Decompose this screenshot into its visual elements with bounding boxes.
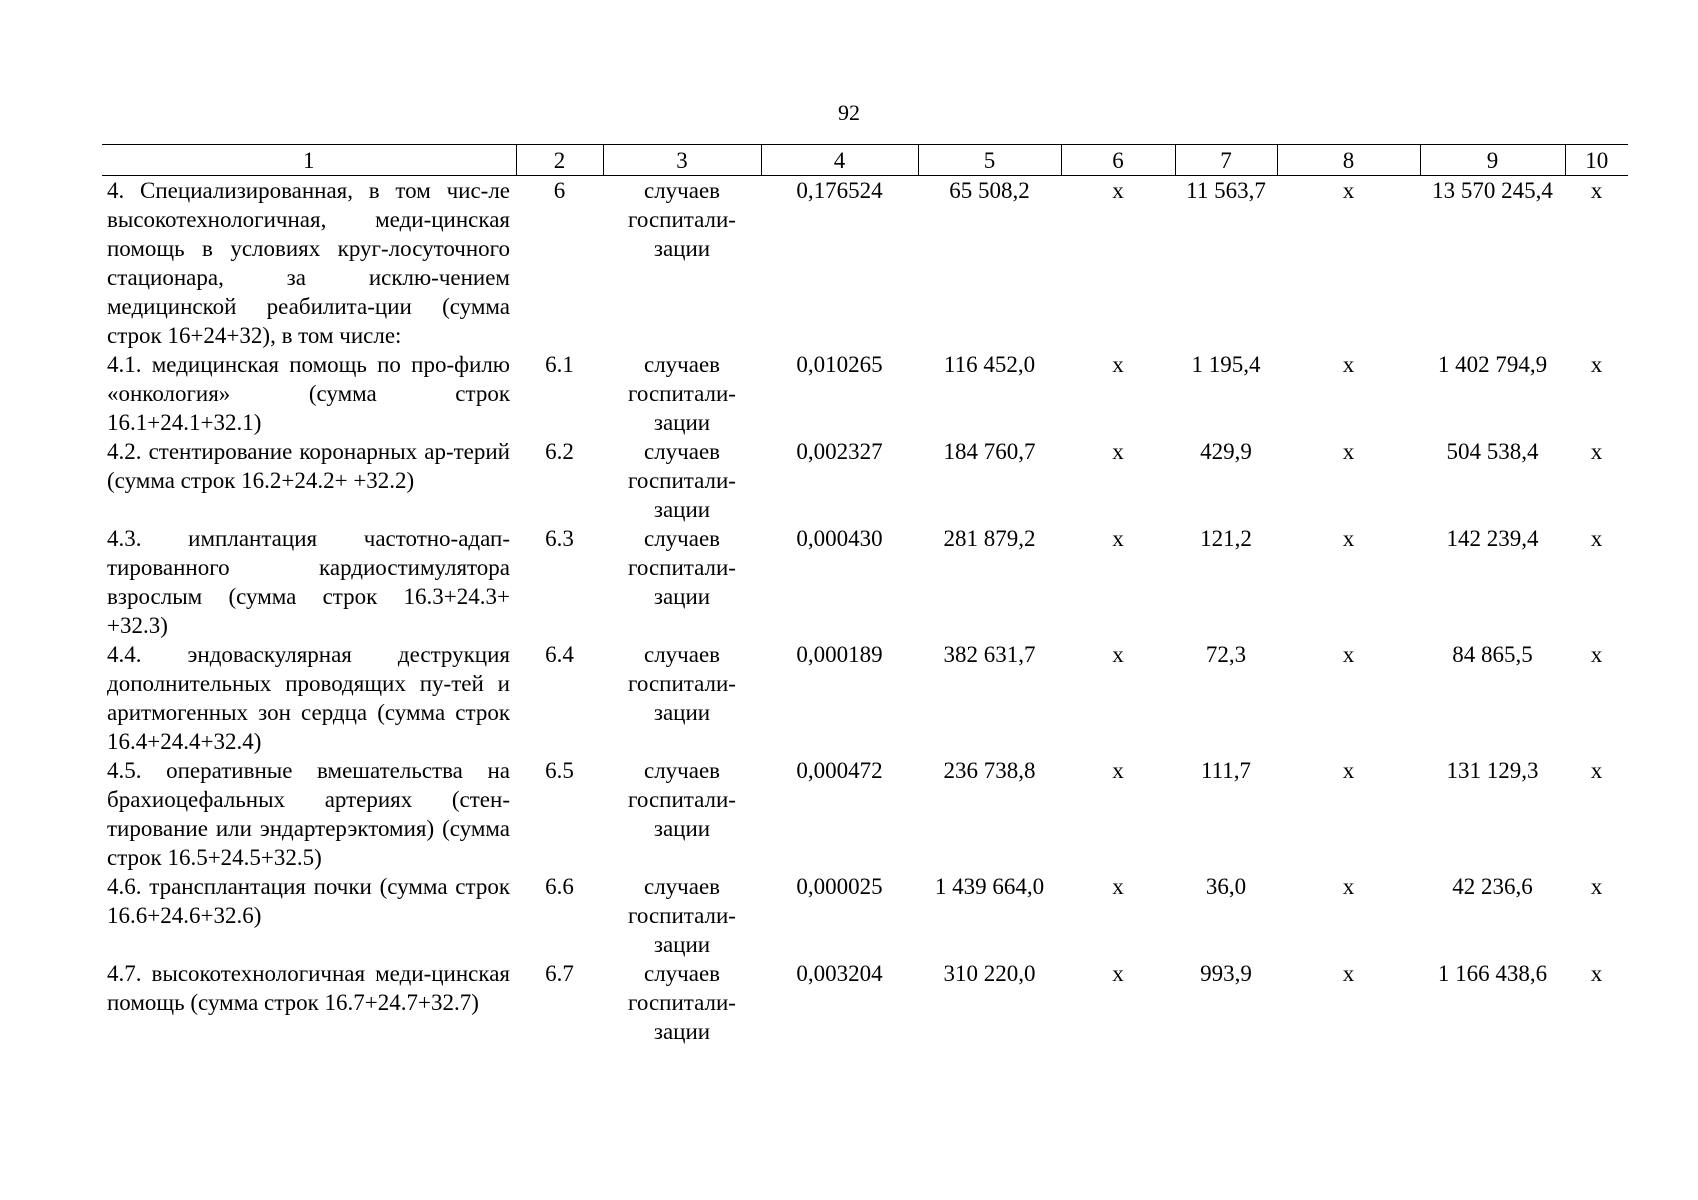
header-row (102, 145, 1628, 176)
table-body (102, 176, 1628, 1047)
total-cell: 131 129,3 (1446, 758, 1539, 783)
line-number-cell: 6.5 (545, 758, 574, 783)
table-row (102, 872, 1628, 959)
cost-cell: 116 452,0 (943, 352, 1036, 377)
column-header-10: 10 (1565, 145, 1628, 176)
total-cell: 142 239,4 (1446, 526, 1539, 551)
unit-line: зации (653, 497, 711, 522)
unit-line: зации (653, 932, 711, 957)
table-row (102, 756, 1628, 872)
col10-cell: х (1590, 642, 1603, 667)
cost-cell: 236 738,8 (943, 758, 1036, 783)
col10-cell: х (1590, 352, 1603, 377)
data-table (102, 144, 1628, 1046)
line-number-cell: 6.1 (545, 352, 574, 377)
unit-cell (603, 872, 761, 959)
unit-cell (603, 176, 761, 351)
col7-cell: 11 563,7 (1186, 178, 1266, 203)
col6-cell: х (1112, 758, 1124, 783)
unit-cell (603, 437, 761, 524)
unit-cell (603, 959, 761, 1046)
col8-cell: х (1342, 961, 1355, 986)
column-header-9: 9 (1420, 145, 1565, 176)
unit-line: зации (653, 816, 711, 841)
col10-cell: х (1590, 758, 1603, 783)
line-number-cell: 6.2 (545, 439, 574, 464)
col10-cell: х (1590, 526, 1603, 551)
row-name-cell: 4.3. имплантация частотно-адап-тированного кардиостимулятора взрослым (сумма строк 16.3+24.3+ +32.3) (107, 526, 510, 638)
column-header-1: 1 (102, 145, 516, 176)
coefficient-cell: 0,000472 (796, 758, 883, 783)
col7-cell: 429,9 (1200, 439, 1252, 464)
line-number-cell: 6.6 (545, 874, 574, 899)
col6-cell: х (1112, 961, 1124, 986)
unit-cell (603, 640, 761, 756)
col6-cell: х (1112, 439, 1124, 464)
unit-line: случаев (643, 526, 721, 551)
row-name-cell: 4.5. оперативные вмешательства на брахиоцефальных артериях (стен-тирование или эндартерэктомия) (сумма строк 16.5+24.5+32.5) (107, 758, 510, 870)
col8-cell: х (1342, 642, 1355, 667)
unit-line: случаев (643, 758, 721, 783)
table-row (102, 640, 1628, 756)
unit-line: госпитали- (628, 555, 736, 580)
coefficient-cell: 0,003204 (796, 961, 883, 986)
total-cell: 42 236,6 (1452, 874, 1533, 899)
col7-cell: 72,3 (1205, 642, 1247, 667)
unit-line: госпитали- (628, 381, 736, 406)
row-name-cell: 4. Специализированная, в том чис-ле высокотехнологичная, меди-цинская помощь в условиях круг-лосуточного стационара, за исклю-чением медицинской реабилита-ции (сумма строк 16+24+32), в том числе: (107, 178, 510, 348)
unit-line: зации (653, 1019, 711, 1044)
unit-line: случаев (643, 352, 721, 377)
column-header-5: 5 (918, 145, 1061, 176)
cost-cell: 310 220,0 (943, 961, 1036, 986)
col7-cell: 993,9 (1200, 961, 1252, 986)
unit-line: госпитали- (628, 468, 736, 493)
column-header-8: 8 (1277, 145, 1420, 176)
coefficient-cell: 0,010265 (796, 352, 883, 377)
col7-cell: 36,0 (1205, 874, 1247, 899)
table-row (102, 350, 1628, 437)
total-cell: 13 570 245,4 (1432, 178, 1553, 203)
col6-cell: х (1112, 352, 1124, 377)
table-row (102, 437, 1628, 524)
col10-cell: х (1590, 961, 1603, 986)
col8-cell: х (1342, 352, 1355, 377)
line-number-cell: 6 (553, 178, 566, 203)
coefficient-cell: 0,000189 (796, 642, 883, 667)
row-name-cell: 4.4. эндоваскулярная деструкция дополнительных проводящих пу-тей и аритмогенных зон сердца (сумма строк 16.4+24.4+32.4) (107, 642, 510, 754)
unit-line: госпитали- (628, 990, 736, 1015)
col6-cell: х (1112, 178, 1124, 203)
total-cell: 504 538,4 (1446, 439, 1539, 464)
table-header (102, 145, 1628, 176)
page-number: 92 (838, 100, 860, 125)
row-name-cell: 4.2. стентирование коронарных ар-терий (сумма строк 16.2+24.2+ +32.2) (107, 439, 510, 493)
cost-cell: 382 631,7 (943, 642, 1036, 667)
col8-cell: х (1342, 178, 1355, 203)
col6-cell: х (1112, 874, 1124, 899)
col7-cell: 121,2 (1200, 526, 1252, 551)
coefficient-cell: 0,000430 (796, 526, 883, 551)
unit-line: госпитали- (628, 671, 736, 696)
col8-cell: х (1342, 526, 1355, 551)
column-header-2: 2 (516, 145, 603, 176)
line-number-cell: 6.7 (545, 961, 574, 986)
unit-line: случаев (643, 874, 721, 899)
row-name-cell: 4.1. медицинская помощь по про-филю «онкология» (сумма строк 16.1+24.1+32.1) (107, 352, 510, 435)
row-name-cell: 4.6. трансплантация почки (сумма строк 16.6+24.6+32.6) (107, 874, 510, 928)
table-row (102, 524, 1628, 640)
row-name-cell: 4.7. высокотехнологичная меди-цинская помощь (сумма строк 16.7+24.7+32.7) (107, 961, 510, 1015)
coefficient-cell: 0,002327 (796, 439, 883, 464)
col10-cell: х (1590, 874, 1603, 899)
table-row (102, 959, 1628, 1046)
col7-cell: 111,7 (1200, 758, 1252, 783)
col8-cell: х (1342, 439, 1355, 464)
col10-cell: х (1590, 439, 1603, 464)
unit-cell (603, 350, 761, 437)
total-cell: 1 402 794,9 (1437, 352, 1548, 377)
unit-cell (603, 524, 761, 640)
coefficient-cell: 0,000025 (796, 874, 883, 899)
line-number-cell: 6.4 (545, 642, 574, 667)
cost-cell: 65 508,2 (949, 178, 1030, 203)
col6-cell: х (1112, 642, 1124, 667)
unit-line: госпитали- (628, 207, 736, 232)
total-cell: 1 166 438,6 (1437, 961, 1548, 986)
unit-line: зации (653, 410, 711, 435)
col8-cell: х (1342, 758, 1355, 783)
unit-line: госпитали- (628, 903, 736, 928)
col7-cell: 1 195,4 (1191, 352, 1261, 377)
line-number-cell: 6.3 (545, 526, 574, 551)
col8-cell: х (1342, 874, 1355, 899)
unit-line: госпитали- (628, 787, 736, 812)
unit-line: случаев (643, 439, 721, 464)
unit-line: зации (653, 236, 711, 261)
coefficient-cell: 0,176524 (796, 178, 883, 203)
unit-line: зации (653, 584, 711, 609)
unit-line: случаев (643, 642, 721, 667)
cost-cell: 281 879,2 (943, 526, 1036, 551)
cost-cell: 184 760,7 (943, 439, 1036, 464)
column-header-7: 7 (1175, 145, 1277, 176)
unit-cell (603, 756, 761, 872)
cost-cell: 1 439 664,0 (934, 874, 1045, 899)
column-header-3: 3 (603, 145, 761, 176)
col10-cell: х (1590, 178, 1603, 203)
unit-line: зации (653, 700, 711, 725)
column-header-4: 4 (761, 145, 918, 176)
table-row (102, 176, 1628, 351)
unit-line: случаев (643, 961, 721, 986)
column-header-6: 6 (1061, 145, 1175, 176)
total-cell: 84 865,5 (1452, 642, 1533, 667)
col6-cell: х (1112, 526, 1124, 551)
unit-line: случаев (643, 178, 721, 203)
